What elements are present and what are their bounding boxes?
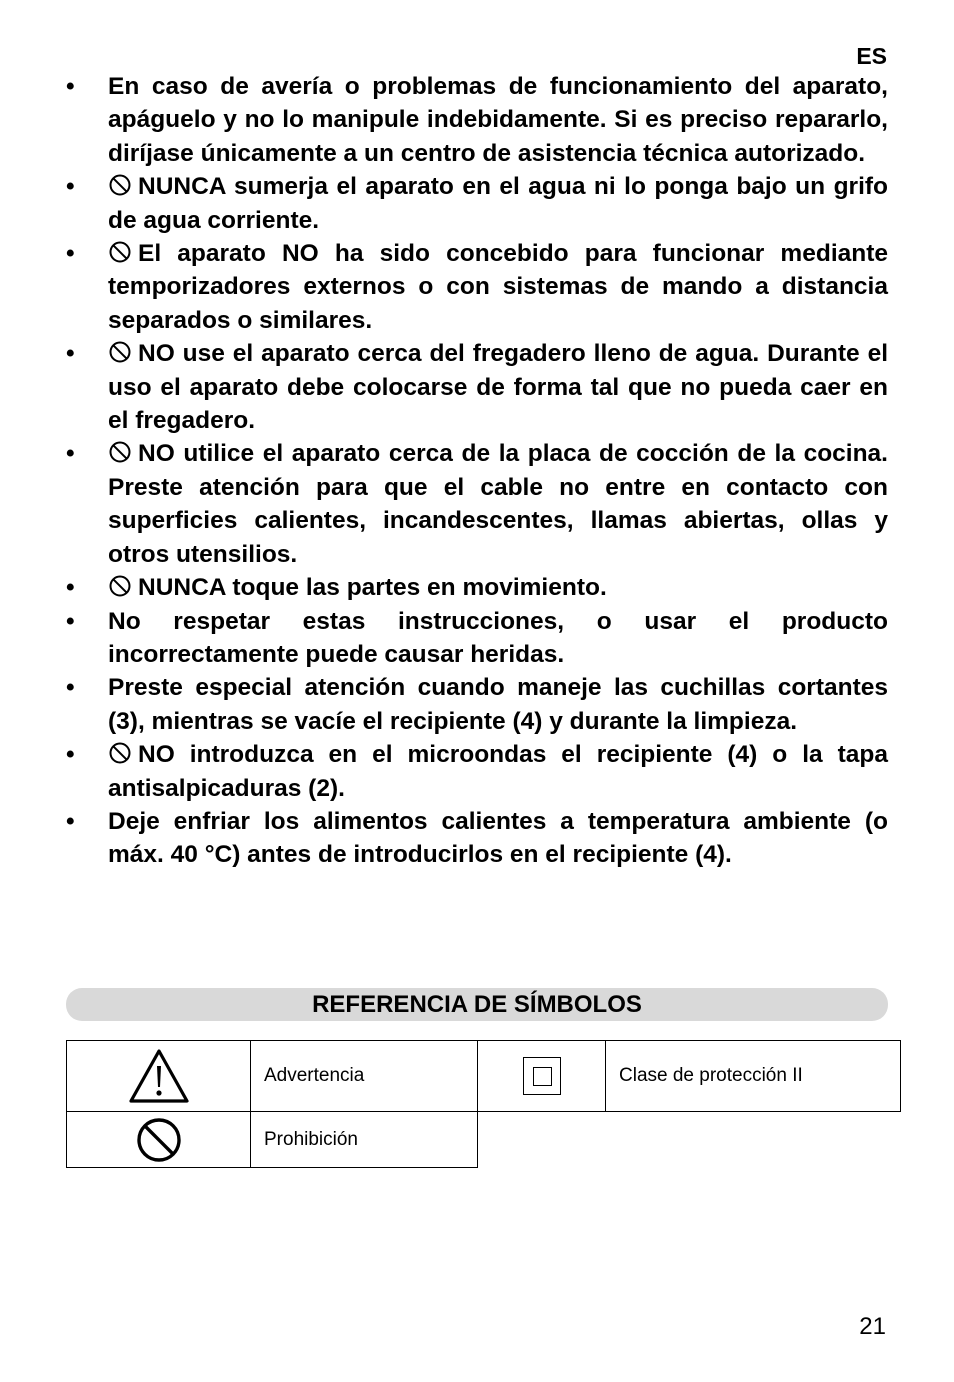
class-ii-icon	[523, 1057, 561, 1095]
list-item-text: El aparato NO ha sido concebido para funcionar mediante temporizadores externos o con sistemas de mando a distancia separados o similares.	[108, 240, 888, 334]
list-item	[66, 237, 888, 337]
list-item-text: No respetar estas instrucciones, o usar el producto incorrectamente puede causar heridas.	[108, 607, 888, 668]
prohibition-icon	[135, 1116, 183, 1164]
class2-label: Clase de protección II	[606, 1041, 901, 1112]
prohibition-icon	[108, 440, 132, 464]
prohibition-icon	[108, 741, 132, 765]
prohibition-icon	[108, 173, 132, 197]
prohibition-symbol-cell	[67, 1112, 251, 1168]
list-item	[66, 170, 888, 237]
bullet: •	[66, 807, 75, 835]
list-item-text: NO use el aparato cerca del fregadero lleno de agua. Durante el uso el aparato debe colocarse de forma tal que no pueda caer en el fregadero.	[108, 340, 888, 435]
bullet: •	[66, 440, 75, 468]
list-item	[66, 805, 888, 872]
list-item-text: NO introduzca en el microondas el recipiente (4) o la tapa antisalpicaduras (2).	[108, 741, 888, 802]
list-item-text: Deje enfriar los alimentos calientes a temperatura ambiente (o máx. 40 °C) antes de introducirlos en el recipiente (4).	[108, 807, 888, 869]
list-item	[66, 437, 888, 571]
class2-symbol-cell	[478, 1041, 606, 1112]
page-number: 21	[859, 1313, 886, 1340]
list-item	[66, 738, 888, 805]
prohibition-icon	[108, 240, 132, 264]
section-title: REFERENCIA DE SÍMBOLOS	[66, 988, 888, 1021]
warning-label: Advertencia	[251, 1041, 478, 1112]
bullet: •	[66, 674, 75, 702]
list-item	[66, 671, 888, 738]
bullet: •	[66, 607, 75, 635]
list-item	[66, 571, 888, 604]
list-item-text: NUNCA toque las partes en movimiento.	[138, 574, 607, 602]
language-code: ES	[856, 43, 887, 69]
list-item	[66, 70, 888, 170]
list-item-text: En caso de avería o problemas de funcionamiento del aparato, apáguelo y no lo manipule indebidamente. Si es preciso repararlo, diríjase únicamente a un centro de asistencia técnica autorizado.	[108, 73, 888, 167]
prohibition-icon	[108, 574, 132, 598]
table-row	[67, 1041, 901, 1112]
bullet: •	[66, 240, 75, 268]
list-item-text: Preste especial atención cuando maneje las cuchillas cortantes (3), mientras se vacíe el recipiente (4) y durante la limpieza.	[108, 674, 888, 735]
prohibition-icon	[108, 340, 132, 364]
list-item-text: NUNCA sumerja el aparato en el agua ni lo ponga bajo un grifo de agua corriente.	[108, 173, 888, 234]
warning-triangle-icon	[127, 1047, 191, 1105]
bullet: •	[66, 741, 75, 769]
prohibition-label: Prohibición	[251, 1112, 478, 1168]
symbols-table	[66, 1040, 901, 1168]
bullet: •	[66, 574, 75, 602]
safety-list	[66, 70, 888, 872]
list-item-text: NO utilice el aparato cerca de la placa de cocción de la cocina. Preste atención para que el cable no entre en contacto con superficies calientes, incandescentes, llamas abiertas, ollas y otros utensilios.	[108, 440, 888, 568]
warning-symbol-cell	[67, 1041, 251, 1112]
bullet: •	[66, 173, 75, 201]
bullet: •	[66, 340, 75, 368]
table-row	[67, 1112, 901, 1168]
list-item	[66, 605, 888, 672]
list-item	[66, 337, 888, 437]
bullet: •	[66, 73, 75, 100]
